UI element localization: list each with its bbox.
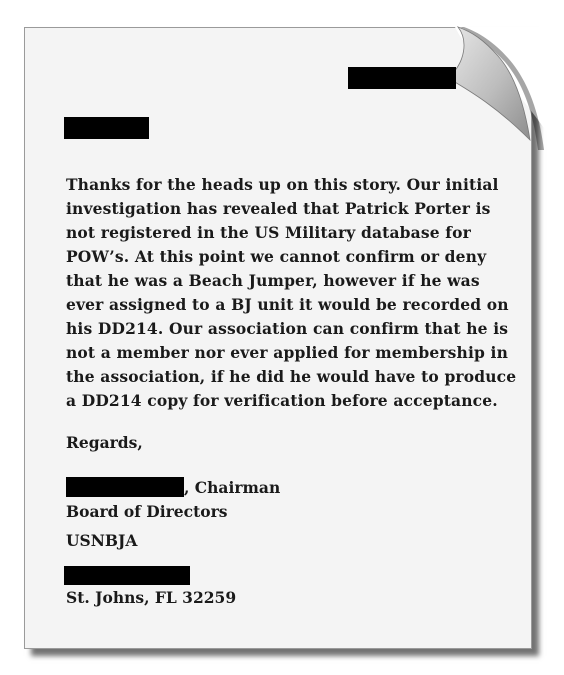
redacted-recipient (64, 117, 149, 139)
signature-block (66, 476, 280, 524)
organization-name: USNBJA (66, 531, 138, 550)
redacted-date (348, 67, 456, 89)
letter-paragraph: Thanks for the heads up on this story. Our initial investigation has revealed that Patrick Porter is not registered in the US Military database for POW’s. At this point we cannot confirm or deny that he was a Beach Jumper, however if he was ever assigned to a BJ unit it would be recorded on his DD214. Our association can confirm that he is not a member nor ever applied for membership in the association, if he did he would have to produce a DD214 copy for verification before acceptance. (66, 175, 517, 410)
signer-title: , Chairman (184, 478, 281, 497)
signer-board: Board of Directors (66, 502, 228, 521)
letter-body (66, 173, 536, 413)
signer-line (66, 476, 280, 500)
letter-closing: Regards, (66, 433, 143, 452)
page-curl-corner (420, 20, 560, 160)
redacted-address (64, 566, 190, 585)
redacted-signer-name (66, 477, 184, 497)
city-line: St. Johns, FL 32259 (66, 588, 237, 607)
